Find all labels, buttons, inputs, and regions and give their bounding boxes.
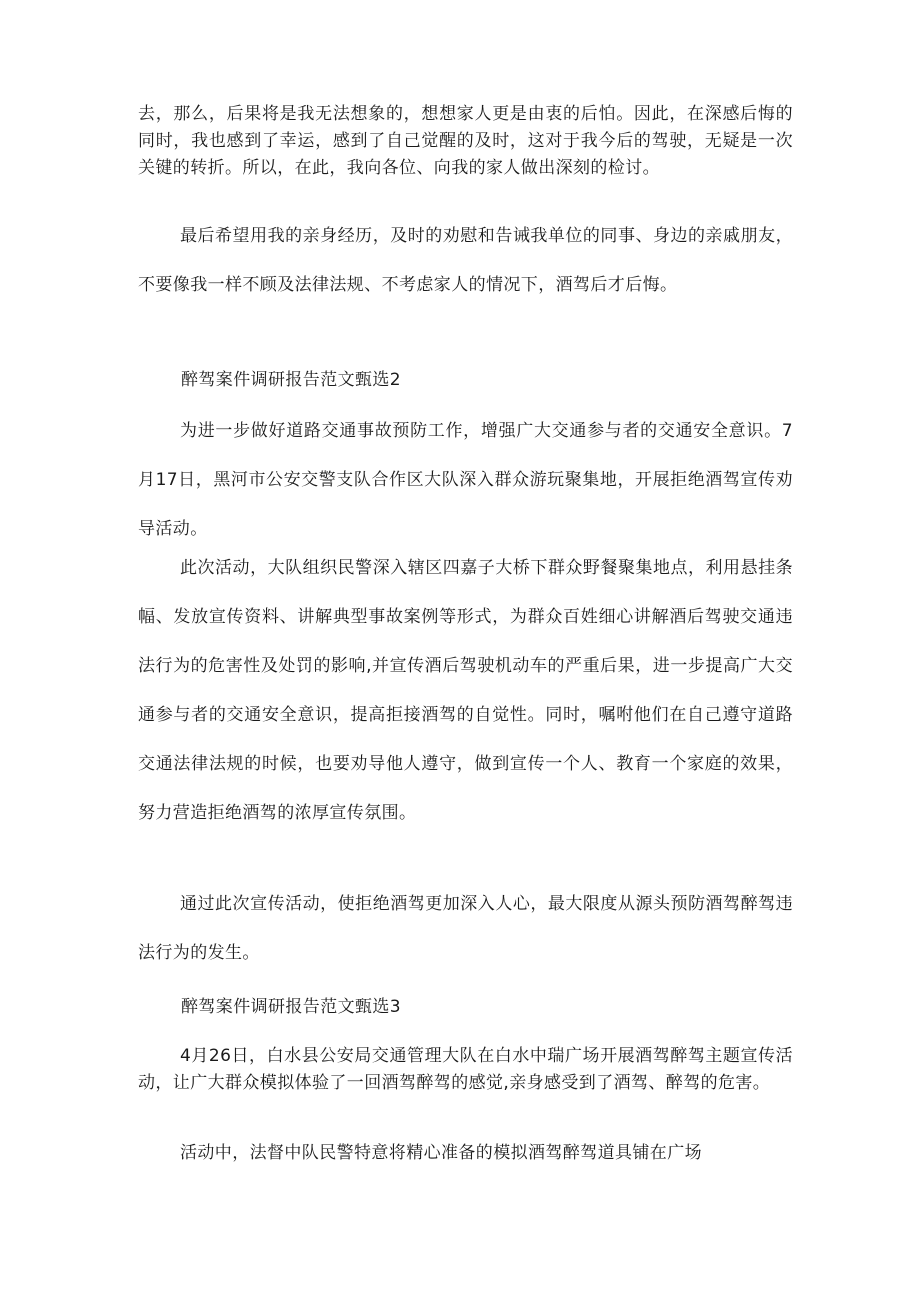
paragraph-baishui-event: 4月26日，白水县公安局交通管理大队在白水中瑞广场开展酒驾醉驾主题宣传活动，让广大群众模拟体验了一回酒驾醉驾的感觉,亲身感受到了酒驾、醉驾的危害。 <box>138 1046 793 1093</box>
section-heading-2: 醉驾案件调研报告范文甄选2 <box>181 370 402 390</box>
paragraph-final-hope: 最后希望用我的亲身经历，及时的劝慰和告诫我单位的同事、身边的亲戚朋友，不要像我一样不顾及法律法规、不考虑家人的情况下，酒驾后才后悔。 <box>138 226 793 295</box>
section-heading-3: 醉驾案件调研报告范文甄选3 <box>181 997 402 1017</box>
paragraph-confession-end: 去，那么，后果将是我无法想象的，想想家人更是由衷的后怕。因此，在深感后悔的同时，我也感到了幸运，感到了自己觉醒的及时，这对于我今后的驾驶，无疑是一次关键的转折。所以，在此，我向各位、向我的家人做出深刻的检讨。 <box>138 104 793 178</box>
paragraph-simulation: 活动中，法督中队民警特意将精心准备的模拟酒驾醉驾道具铺在广场 <box>180 1143 702 1163</box>
paragraph-prevention-intro: 为进一步做好道路交通事故预防工作，增强广大交通参与者的交通安全意识。7月17日，黑河市公安交警支队合作区大队深入群众游玩聚集地，开展拒绝酒驾宣传劝导活动。 <box>138 421 793 539</box>
paragraph-activity-result: 通过此次宣传活动，使拒绝酒驾更加深入人心，最大限度从源头预防酒驾醉驾违法行为的发生。 <box>138 894 793 963</box>
paragraph-activity-details: 此次活动，大队组织民警深入辖区四嘉子大桥下群众野餐聚集地点，利用悬挂条幅、发放宣传资料、讲解典型事故案例等形式，为群众百姓细心讲解酒后驾驶交通违法行为的危害性及处罚的影响,并宣传酒后驾驶机动车的严重后果，进一步提高广大交通参与者的交通安全意识，提高拒接酒驾的自觉性。同时，嘱咐他们在自己遵守道路交通法律法规的时候，也要劝导他人遵守，做到宣传一个人、教育一个家庭的效果，努力营造拒绝酒驾的浓厚宣传氛围。 <box>138 558 793 823</box>
